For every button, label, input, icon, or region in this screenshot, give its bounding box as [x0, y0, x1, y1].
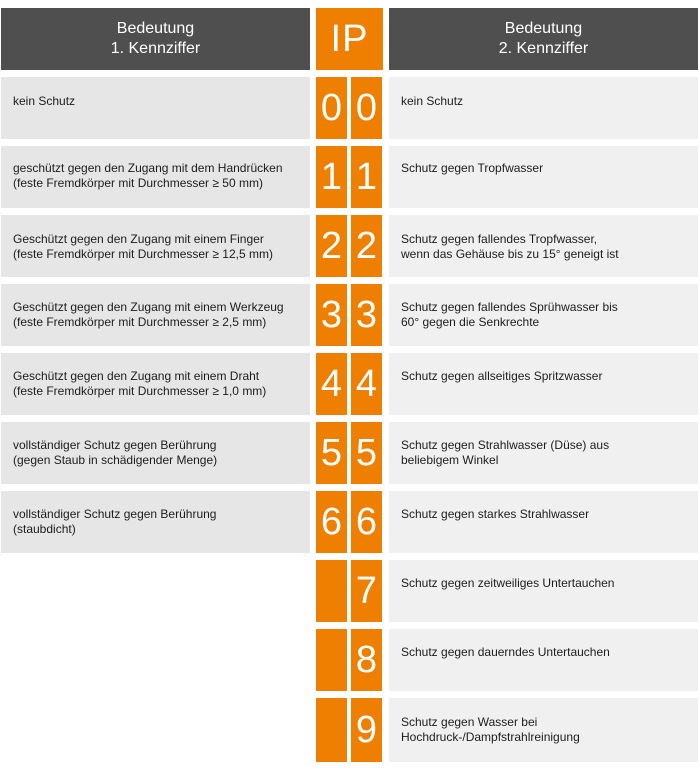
second-digit-meaning-5 [389, 422, 698, 484]
table-row-1 [0, 146, 700, 208]
table-row-4 [0, 353, 700, 415]
first-digit-4: 4 [316, 353, 347, 415]
header-left-line1: Bedeutung [116, 20, 195, 37]
text-line: vollständiger Schutz gegen Berührung [13, 507, 217, 521]
text-line: (feste Fremdkörper mit Durchmesser ≥ 2,5 mm) [13, 315, 267, 329]
second-digit-8: 8 [351, 629, 382, 691]
table-row-7 [0, 560, 700, 622]
second-digit-6: 6 [351, 491, 382, 553]
second-digit-5: 5 [351, 422, 382, 484]
first-digit-0: 0 [316, 77, 347, 139]
second-digit-meaning-8 [389, 629, 698, 691]
second-digit-meaning-7 [389, 560, 698, 622]
table-row-0 [0, 77, 700, 139]
first-digit-8 [316, 629, 347, 691]
table-row-2 [0, 215, 700, 277]
text-line: Schutz gegen zeitweiliges Untertauchen [401, 576, 615, 590]
second-digit-meaning-0 [389, 77, 698, 139]
second-digit-meaning-1 [389, 146, 698, 208]
text-line: Schutz gegen Tropfwasser [401, 161, 544, 175]
text-line: Schutz gegen dauerndes Untertauchen [401, 645, 610, 659]
text-line: Geschützt gegen den Zugang mit einem Finger [13, 232, 264, 246]
second-digit-meaning-6 [389, 491, 698, 553]
text-line: Geschützt gegen den Zugang mit einem Draht [13, 369, 260, 383]
second-digit-meaning-3 [389, 284, 698, 346]
text-line: 60° gegen die Senkrechte [401, 315, 540, 329]
table-row-5 [0, 422, 700, 484]
first-digit-meaning-1 [1, 146, 310, 208]
text-line: Schutz gegen fallendes Sprühwasser bis [401, 300, 618, 314]
table-row-8 [0, 629, 700, 691]
second-digit-meaning-4 [389, 353, 698, 415]
second-digit-3: 3 [351, 284, 382, 346]
header-first-digit-meaning [1, 8, 310, 70]
text-line: kein Schutz [13, 94, 76, 108]
text-line: Schutz gegen fallendes Tropfwasser, [401, 232, 598, 246]
first-digit-meaning-0 [1, 77, 310, 139]
text-line: (feste Fremdkörper mit Durchmesser ≥ 1,0 mm) [13, 384, 267, 398]
second-digit-4: 4 [351, 353, 382, 415]
second-digit-0: 0 [351, 77, 382, 139]
first-digit-1: 1 [316, 146, 347, 208]
first-digit-meaning-2 [1, 215, 310, 277]
text-line: kein Schutz [401, 94, 464, 108]
first-digit-6: 6 [316, 491, 347, 553]
header-right-line2: 2. Kennziffer [498, 40, 589, 57]
text-line: wenn das Gehäuse bis zu 15° geneigt ist [401, 247, 619, 261]
text-line: (staubdicht) [13, 522, 76, 536]
ip-header: IP [316, 8, 383, 70]
second-digit-meaning-9 [389, 698, 698, 762]
text-line: (gegen Staub in schädigender Menge) [13, 453, 218, 467]
text-line: vollständiger Schutz gegen Berührung [13, 438, 217, 452]
text-line: Schutz gegen starkes Strahlwasser [401, 507, 590, 521]
first-digit-9 [316, 698, 347, 762]
first-digit-meaning-5 [1, 422, 310, 484]
first-digit-5: 5 [316, 422, 347, 484]
text-line: geschützt gegen den Zugang mit dem Handrücken [13, 161, 283, 175]
second-digit-7: 7 [351, 560, 382, 622]
header-left-line2: 1. Kennziffer [110, 40, 201, 57]
table-row-9 [0, 698, 700, 762]
table-row-3 [0, 284, 700, 346]
first-digit-7 [316, 560, 347, 622]
text-line: Schutz gegen Wasser bei [401, 715, 538, 729]
header-right-line1: Bedeutung [504, 20, 583, 37]
second-digit-meaning-2 [389, 215, 698, 277]
text-line: Schutz gegen allseitiges Spritzwasser [401, 369, 603, 383]
text-line: beliebigem Winkel [401, 453, 499, 467]
second-digit-1: 1 [351, 146, 382, 208]
text-line: (feste Fremdkörper mit Durchmesser ≥ 12,5 mm) [13, 247, 273, 261]
header-second-digit-meaning [389, 8, 698, 70]
text-line: (feste Fremdkörper mit Durchmesser ≥ 50 mm) [13, 176, 263, 190]
text-line: Hochdruck-/Dampfstrahlreinigung [401, 730, 580, 744]
first-digit-2: 2 [316, 215, 347, 277]
first-digit-meaning-3 [1, 284, 310, 346]
second-digit-9: 9 [351, 698, 382, 762]
first-digit-meaning-6 [1, 491, 310, 553]
text-line: Schutz gegen Strahlwasser (Düse) aus [401, 438, 610, 452]
first-digit-meaning-4 [1, 353, 310, 415]
text-line: Geschützt gegen den Zugang mit einem Werkzeug [13, 300, 284, 314]
table-row-6 [0, 491, 700, 553]
first-digit-3: 3 [316, 284, 347, 346]
second-digit-2: 2 [351, 215, 382, 277]
